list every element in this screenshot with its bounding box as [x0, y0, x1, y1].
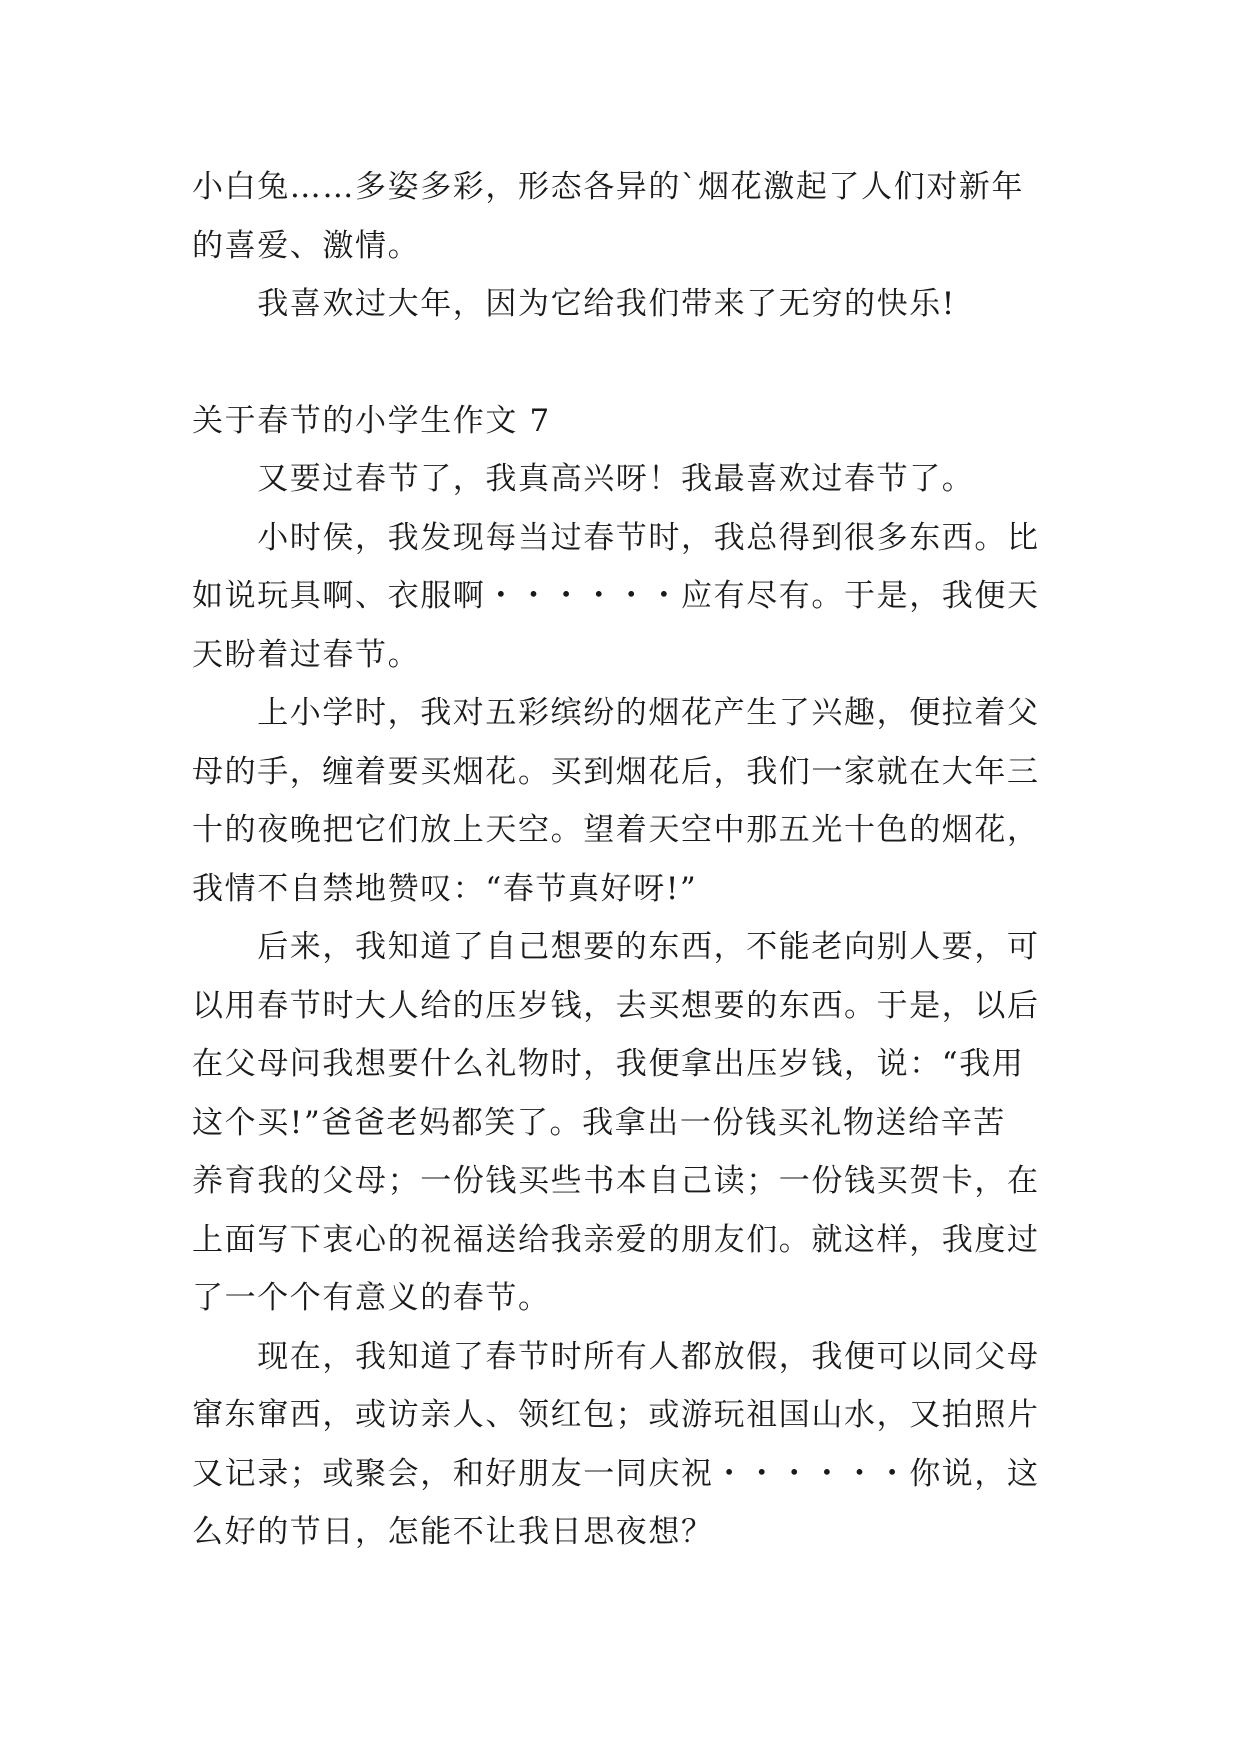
text-line: 我情不自禁地赞叹：“春节真好呀!”: [192, 870, 698, 907]
section-title: 关于春节的小学生作文 7: [192, 402, 551, 439]
text-line: 后来，我知道了自己想要的东西，不能老向别人要，可: [192, 929, 1040, 965]
text-line: 么好的节日，怎能不让我日思夜想？: [192, 1514, 714, 1550]
text-line: 天盼着过春节。: [192, 636, 421, 673]
text-line: 养育我的父母；一份钱买些书本自己读；一份钱买贺卡，在: [192, 1163, 1040, 1199]
text-line: 了一个个有意义的春节。: [192, 1280, 551, 1316]
text-line: 小白兔……多姿多彩，形态各异的`烟花激起了人们对新年: [192, 169, 1025, 205]
text-line: 又要过春节了，我真高兴呀！我最喜欢过春节了。: [192, 461, 975, 497]
document-body: [192, 158, 1062, 1562]
text-line: 母的手，缠着要买烟花。买到烟花后，我们一家就在大年三: [192, 753, 1040, 790]
text-line: 以用春节时大人给的压岁钱，去买想要的东西。于是，以后: [192, 987, 1040, 1024]
text-line: 在父母问我想要什么礼物时，我便拿出压岁钱，说：“我用: [192, 1046, 1025, 1082]
text-line: 上面写下衷心的祝福送给我亲爱的朋友们。就这样，我度过: [192, 1221, 1040, 1258]
text-line: 小时侯，我发现每当过春节时，我总得到很多东西。比: [192, 519, 1040, 556]
text-line: 如说玩具啊、衣服啊・・・・・・应有尽有。于是，我便天: [192, 578, 1040, 614]
text-line: 这个买!”爸爸老妈都笑了。我拿出一份钱买礼物送给辛苦: [192, 1104, 1006, 1141]
text-line: 现在，我知道了春节时所有人都放假，我便可以同父母: [192, 1338, 1040, 1375]
text-line: 上小学时，我对五彩缤纷的烟花产生了兴趣，便拉着父: [192, 695, 1040, 731]
text-line: 的喜爱、激情。: [192, 227, 421, 264]
text-line: 十的夜晚把它们放上天空。望着天空中那五光十色的烟花，: [192, 812, 1040, 848]
text-line: 又记录；或聚会，和好朋友一同庆祝・・・・・・你说，这: [192, 1455, 1040, 1492]
text-line: 我喜欢过大年，因为它给我们带来了无穷的快乐!: [192, 286, 956, 322]
section-gap: [192, 334, 1062, 392]
text-line: 窜东窜西，或访亲人、领红包；或游玩祖国山水，又拍照片: [192, 1397, 1040, 1433]
